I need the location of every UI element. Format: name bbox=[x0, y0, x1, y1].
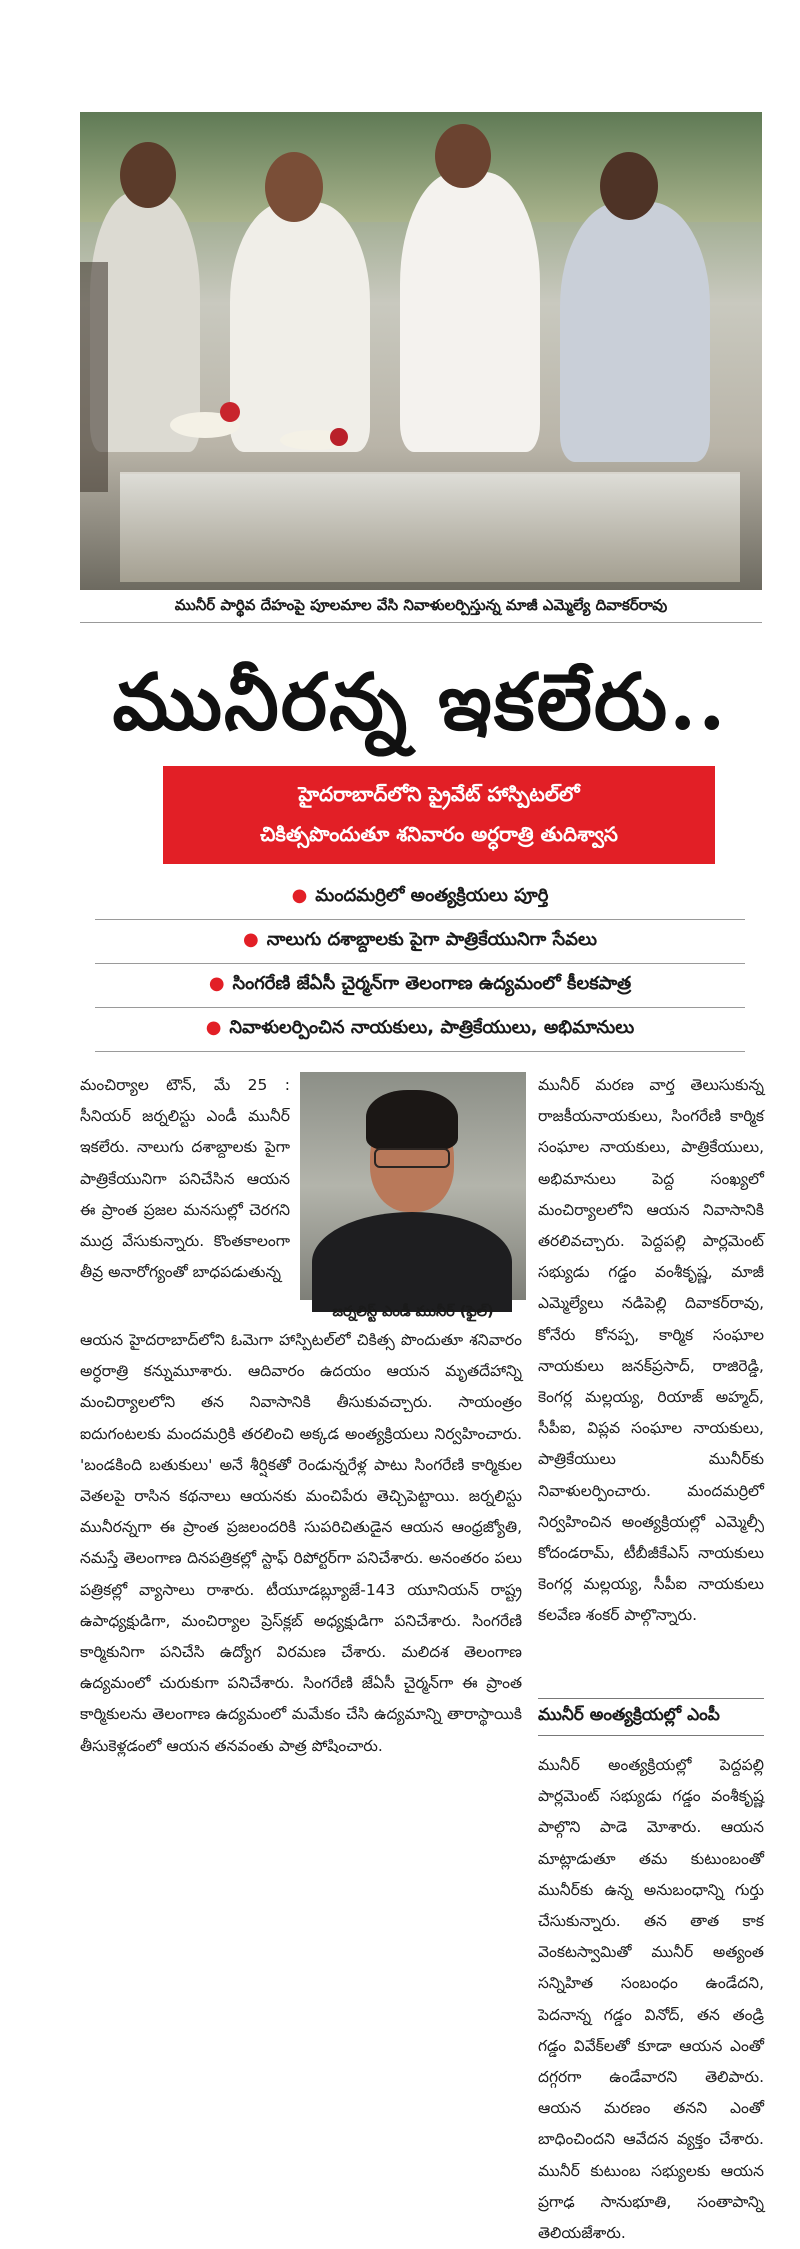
mourner-head bbox=[600, 152, 658, 220]
highlight-item bbox=[95, 964, 745, 1008]
article-paragraph: మునీర్ అంత్యక్రియల్లో పెద్దపల్లి పార్లమెంట్ సభ్యుడు గడ్డం వంశీకృష్ణ పాల్గొని పాడె మోశారు. ఆయన మాట్లాడుతూ తమ కుటుంబంతో మునీర్‌కు ఉన్న అనుబంధాన్ని గుర్తు చేసుకున్నారు. తన తాత కాక వెంకటస్వామితో మునీర్ అత్యంత సన్నిహిత సంబంధం ఉండేదని, పెదనాన్న గడ్డం వినోద్, తన తండ్రి గడ్డం వివేక్‌లతో కూడా ఆయన ఎంతో దగ్గరగా ఉండేవారని తెలిపారు. ఆయన మరణం తనని ఎంతో బాధించిందని ఆవేదన వ్యక్తం చేశారు. మునీర్ కుటుంబ సభ్యులకు ఆయన ప్రగాఢ సానుభూతి, సంతాపాన్ని తెలియజేశారు. bbox=[538, 1756, 764, 2243]
portrait-glasses bbox=[374, 1148, 450, 1168]
highlight-text: సింగరేణి జేఏసీ చైర్మన్‌గా తెలంగాణ ఉద్యమంలో కీలకపాత్ర bbox=[232, 973, 632, 994]
mourner-figure bbox=[230, 202, 370, 452]
article-paragraph: ఆయన హైదరాబాద్‌లోని ఓమెగా హాస్పిటల్‌లో చికిత్స పొందుతూ శనివారం అర్ధరాత్రి కన్నుమూశారు. ఆదివారం ఉదయం ఆయన మృతదేహాన్ని మంచిర్యాలలోని తన నివాసానికి తీసుకువచ్చారు. సాయంత్రం ఐదుగంటలకు మందమర్రికి తరలించి అక్కడ అంత్యక్రియలు నిర్వహించారు. 'బండకింది బతుకులు' అనే శీర్షికతో రెండున్నరేళ్ల పాటు సింగరేణి కార్మికుల వెతలపై రాసిన కథనాలు ఆయనకు మంచిపేరు తెచ్చిపెట్టాయి. జర్నలిస్టు మునీరన్నగా ఈ ప్రాంత ప్రజలందరికి సుపరిచితుడైన ఆయన ఆంధ్రజ్యోతి, నమస్తే తెలంగాణ దినపత్రికల్లో స్టాఫ్ రిపోర్టర్‌గా పనిచేశారు. అనంతరం పలు పత్రికల్లో వ్యాసాలు రాశారు. టీయూడబ్ల్యూజే-143 యూనియన్ రాష్ట్ర ఉపాధ్యక్షుడిగా, మంచిర్యాల ప్రెస్‌క్లబ్ అధ్యక్షుడిగా పనిచేశారు. సింగరేణి కార్మికునిగా పనిచేసి ఉద్యోగ విరమణ చేశారు. మలిదశ తెలంగాణ ఉద్యమంలో చురుకుగా పనిచేశారు. సింగరేణి జేఏసీ చైర్మన్‌గా ఈ ప్రాంత కార్మికులను తెలంగాణ ఉద్యమంలో మమేకం చేసి ఉద్యమాన్ని తారాస్థాయికి తీసుకెళ్లడంలో ఆయన తనవంతు పాత్ర పోషించారు. bbox=[80, 1331, 522, 1755]
headline: మునీరన్న ఇకలేరు.. bbox=[112, 657, 728, 748]
article-paragraph: మంచిర్యాల టౌన్, మే 25 : సీనియర్ జర్నలిస్టు ఎండీ మునీర్ ఇకలేరు. నాలుగు దశాబ్దాలకు పైగా పాత్రికేయునిగా పనిచేసిన ఆయన ఈ ప్రాంత ప్రజల మనసుల్లో చెరగని ముద్ర వేసుకున్నారు. కొంతకాలంగా తీవ్ర అనారోగ్యంతో బాధపడుతున్న bbox=[80, 1076, 290, 1282]
highlight-text: మందమర్రిలో అంత్యక్రియలు పూర్తి bbox=[315, 885, 549, 906]
subheadline-line-1: హైదరాబాద్‌లోని ప్రైవేట్ హాస్పిటల్‌లో bbox=[298, 782, 580, 806]
portrait-hair bbox=[366, 1090, 458, 1150]
highlight-item bbox=[95, 920, 745, 964]
article-column-right-bottom bbox=[538, 1750, 764, 2249]
article-paragraph: మునీర్ మరణ వార్త తెలుసుకున్న రాజకీయనాయకులు, సింగరేణి కార్మిక సంఘాల నాయకులు, పాత్రికేయులు, అభిమానులు పెద్ద సంఖ్యలో మంచిర్యాలలోని ఆయన నివాసానికి తరలివచ్చారు. పెద్దపల్లి పార్లమెంట్ సభ్యుడు గడ్డం వంశీకృష్ణ, మాజీ ఎమ్మెల్యేలు నడిపెల్లి దివాకర్‌రావు, కోనేరు కోనప్ప, కార్మిక సంఘాల నాయకులు జనక్‌ప్రసాద్, రాజిరెడ్డి, కెంగర్ల మల్లయ్య, రియాజ్ అహ్మద్, సీపీఐ, విప్లవ సంఘాల నాయకులు, పాత్రికేయులు మునీర్‌కు నివాళులర్పించారు. మందమర్రిలో నిర్వహించిన అంత్యక్రియల్లో ఎమ్మెల్సీ కోదండరామ్, టీబీజీకేఎస్ నాయకులు కెంగర్ల మల్లయ్య, సీపీఐ నాయకులు కలవేణ శంకర్ పాల్గొన్నారు. bbox=[538, 1076, 764, 1625]
flower-garland bbox=[220, 402, 240, 422]
article-column-right-top bbox=[538, 1070, 764, 1632]
portrait-photo bbox=[300, 1072, 526, 1300]
highlight-item bbox=[95, 1008, 745, 1052]
article-column-left-bottom bbox=[80, 1325, 522, 1762]
mourner-figure bbox=[560, 202, 710, 462]
subheadline-line-2: చికిత్సపొందుతూ శనివారం అర్ధరాత్రి తుదిశ్వాస bbox=[260, 822, 618, 846]
highlight-text: నాలుగు దశాబ్దాలకు పైగా పాత్రికేయునిగా సేవలు bbox=[266, 929, 597, 950]
bullet-icon: ● bbox=[291, 885, 308, 906]
mourner-head bbox=[435, 124, 491, 188]
portrait-caption: జర్నలిస్ట్ ఎండీ మునీర్ (ఫైల్) bbox=[332, 1304, 494, 1320]
mourner-head bbox=[120, 142, 176, 208]
highlights-list bbox=[95, 876, 745, 1052]
section-subhead: మునీర్ అంత్యక్రియల్లో ఎంపీ bbox=[538, 1698, 764, 1736]
glass-casket bbox=[120, 472, 740, 582]
mourner-head bbox=[265, 152, 323, 222]
bullet-icon: ● bbox=[243, 929, 259, 950]
highlight-item bbox=[95, 876, 745, 920]
bullet-icon: ● bbox=[208, 973, 225, 994]
subheadline-box bbox=[163, 766, 715, 864]
article-column-left-top bbox=[80, 1070, 290, 1288]
bullet-icon: ● bbox=[205, 1017, 222, 1038]
funeral-photo bbox=[80, 112, 762, 590]
highlight-text: నివాళులర్పించిన నాయకులు, పాత్రికేయులు, అభిమానులు bbox=[229, 1017, 635, 1038]
portrait-shirt bbox=[312, 1212, 512, 1312]
flower-garland bbox=[330, 428, 348, 446]
photo-caption: మునీర్ పార్థివ దేహంపై పూలమాల వేసి నివాళులర్పిస్తున్న మాజీ ఎమ్మెల్యే దివాకర్‌రావు bbox=[80, 596, 762, 623]
photo-shadow bbox=[80, 262, 108, 492]
mourner-figure bbox=[400, 172, 540, 452]
